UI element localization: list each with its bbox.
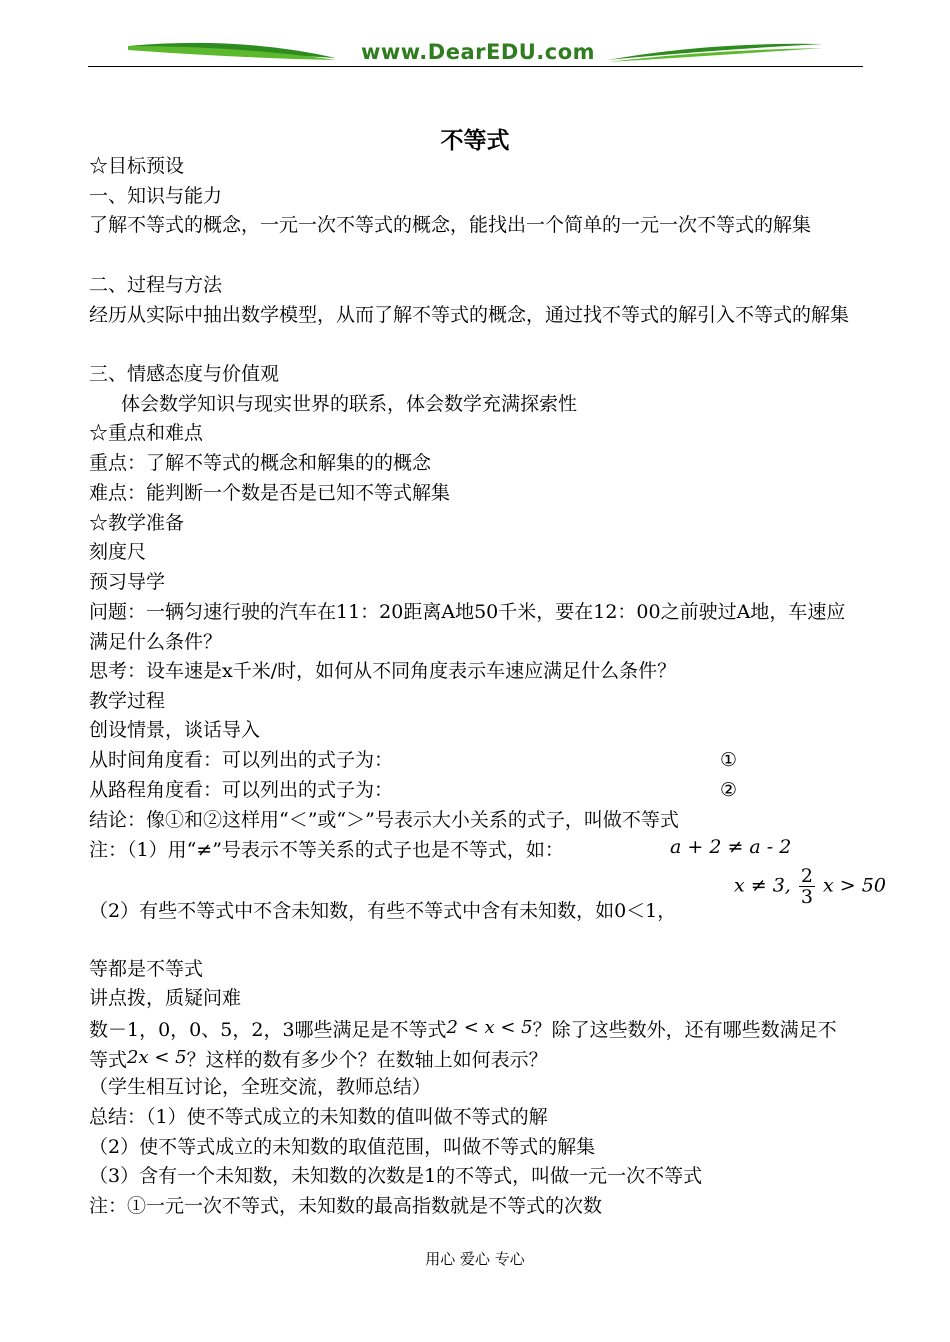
text-line: （2）使不等式成立的未知数的取值范围，叫做不等式的解集 xyxy=(89,1136,596,1158)
text-line: 三、情感态度与价值观 xyxy=(89,363,280,385)
text-line: （2）有些不等式中不含未知数，有些不等式中含有未知数，如0＜1， xyxy=(89,900,677,922)
text-line: 预习导学 xyxy=(89,571,166,593)
text-line: （学生相互讨论，全班交流，教师总结） xyxy=(89,1076,432,1098)
text-line: 二、过程与方法 xyxy=(89,274,223,296)
page-title: 不等式 xyxy=(440,127,510,154)
text-line: 数－1，0，0、5，2，3哪些满足是不等式2 < x < 5？除了这些数外，还有哪些数满足不 xyxy=(89,1017,837,1041)
text-paragraph: 了解不等式的概念，一元一次不等式的概念，能找出一个简单的一元一次不等式的解集 xyxy=(89,214,812,236)
text-line: 一、知识与能力 xyxy=(89,185,223,207)
math-fraction: $\frac{2}{3}$ xyxy=(800,865,813,908)
text-line: 总结：（1）使不等式成立的未知数的值叫做不等式的解 xyxy=(89,1106,548,1128)
text-line: 创设情景，谈话导入 xyxy=(89,719,261,741)
math-range: 2 < x < 5 xyxy=(446,1017,533,1038)
text-line: 重点：了解不等式的概念和解集的的概念 xyxy=(89,452,432,474)
text-line: 难点：能判断一个数是否是已知不等式解集 xyxy=(89,482,451,504)
text-paragraph: 问题：一辆匀速行驶的汽车在11：20距离A地50千米，要在12：00之前驶过A地，车速应满足什么条件？ xyxy=(89,601,846,653)
text-line: 刻度尺 xyxy=(89,541,147,563)
text-line: ☆重点和难点 xyxy=(89,422,204,444)
math-double: 2x < 5 xyxy=(127,1047,187,1068)
text-line: 从时间角度看：可以列出的式子为： xyxy=(89,749,394,771)
text-line: ☆目标预设 xyxy=(89,155,185,177)
equation-marker-1: ① xyxy=(720,749,738,771)
text-line: （3）含有一个未知数，未知数的次数是1的不等式，叫做一元一次不等式 xyxy=(89,1165,703,1187)
text-line: 等都是不等式 xyxy=(89,958,204,980)
page-footer: 用心 爱心 专心 xyxy=(425,1250,525,1268)
equation-marker-2: ② xyxy=(720,779,738,801)
math-neq-example: a + 2 ≠ a - 2 xyxy=(670,836,792,858)
text-line: 从路程角度看：可以列出的式子为： xyxy=(89,779,394,801)
text-line: ☆教学准备 xyxy=(89,512,185,534)
text-line: 等式2x < 5？这样的数有多少个？在数轴上如何表示？ xyxy=(89,1047,548,1071)
text-line: 注：①一元一次不等式，未知数的最高指数就是不等式的次数 xyxy=(89,1195,603,1217)
math-inequality-examples: x ≠ 3, $\frac{2}{3}$ x > 50 xyxy=(734,865,886,908)
header-divider xyxy=(88,66,863,67)
text-line: 思考：设车速是x千米/时，如何从不同角度表示车速应满足什么条件？ xyxy=(89,660,677,682)
text-line: 结论：像①和②这样用“＜”或“＞”号表示大小关系的式子，叫做不等式 xyxy=(89,809,679,831)
text-line: 注：（1）用“≠”号表示不等关系的式子也是不等式，如： xyxy=(89,839,564,861)
text-line: 讲点拨，质疑问难 xyxy=(89,987,242,1009)
text-line: 体会数学知识与现实世界的联系，体会数学充满探索性 xyxy=(121,393,578,415)
text-paragraph: 经历从实际中抽出数学模型，从而了解不等式的概念，通过找不等式的解引入不等式的解集 xyxy=(89,304,850,326)
text-line: 教学过程 xyxy=(89,690,166,712)
site-logo-text: www.DearEDU.com xyxy=(360,40,596,64)
